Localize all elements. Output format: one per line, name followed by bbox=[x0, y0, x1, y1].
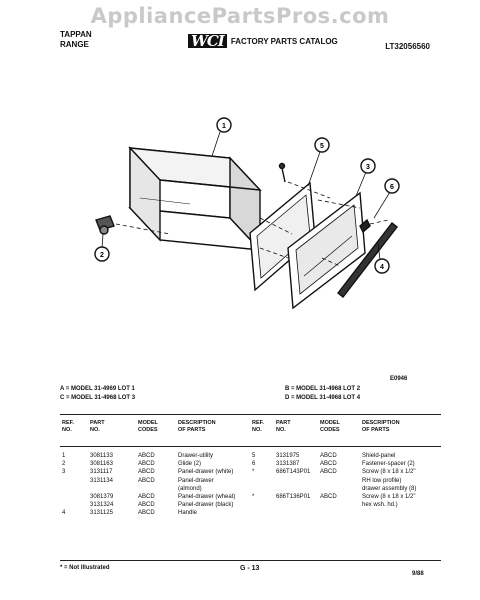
cell-part bbox=[276, 485, 320, 493]
divider-bottom bbox=[60, 560, 441, 561]
cell-ref: 4 bbox=[62, 510, 66, 517]
cell-desc: (almond) bbox=[178, 485, 202, 492]
cell-desc: RH low profile) bbox=[362, 477, 402, 484]
cell-codes: ABCD bbox=[138, 494, 155, 501]
cell-ref: 5 bbox=[252, 453, 256, 459]
revision-date: 9/88 bbox=[412, 571, 424, 577]
cell-codes: ABCD bbox=[138, 453, 155, 459]
table-row bbox=[252, 493, 442, 501]
cell-ref: 1 bbox=[62, 453, 66, 459]
cell-desc: Panel-drawer bbox=[178, 477, 214, 484]
glide-part bbox=[96, 216, 114, 234]
table-row bbox=[252, 452, 442, 460]
cell-ref: * bbox=[252, 494, 255, 501]
callout-4: 4 bbox=[380, 264, 384, 271]
right-parts-table bbox=[252, 452, 442, 509]
cell-desc: drawer assembly (8) bbox=[362, 485, 417, 492]
cell-desc: Shield-panel bbox=[362, 453, 396, 459]
product-category: RANGE bbox=[60, 40, 89, 49]
cell-part: 3131117 bbox=[90, 469, 113, 476]
cell-desc: Glide (2) bbox=[178, 461, 202, 468]
cell-codes: ABCD bbox=[320, 469, 337, 476]
cell-codes bbox=[320, 477, 362, 485]
table-row bbox=[62, 460, 248, 468]
cell-codes: ABCD bbox=[320, 494, 337, 501]
cell-part: 3131387 bbox=[276, 461, 300, 468]
drawer-utility-part bbox=[130, 148, 260, 250]
table-row bbox=[62, 468, 248, 476]
table-row bbox=[62, 501, 248, 509]
table-row bbox=[252, 477, 442, 485]
cell-part: 3131125 bbox=[90, 510, 113, 517]
cell-ref bbox=[252, 485, 276, 493]
cell-desc: Panel-drawer (white) bbox=[178, 469, 234, 476]
brand-name: TAPPAN bbox=[60, 30, 92, 39]
cell-part: 3131975 bbox=[276, 453, 300, 459]
model-b: B = MODEL 31-4968 LOT 2 bbox=[285, 386, 361, 392]
cell-codes: ABCD bbox=[320, 461, 337, 468]
callout-5: 5 bbox=[320, 143, 324, 150]
cell-part: 686T143P01 bbox=[276, 469, 311, 476]
model-c: C = MODEL 31-4968 LOT 3 bbox=[60, 395, 136, 401]
screw-part bbox=[280, 164, 286, 183]
cell-ref bbox=[252, 501, 276, 509]
cell-ref: 6 bbox=[252, 461, 256, 468]
diagram-code: E0946 bbox=[390, 376, 408, 382]
divider-header bbox=[60, 446, 441, 447]
cell-desc: Drawer-utility bbox=[178, 453, 214, 459]
catalog-number: LT32056560 bbox=[385, 42, 430, 51]
cell-codes: ABCD bbox=[138, 502, 155, 509]
callout-1: 1 bbox=[222, 123, 226, 130]
table-row bbox=[252, 501, 442, 509]
cell-part: 3081379 bbox=[90, 494, 114, 501]
table-row bbox=[62, 485, 248, 493]
table-row bbox=[62, 477, 248, 485]
right-part-header: PART NO. bbox=[276, 420, 291, 433]
cell-codes: ABCD bbox=[138, 469, 155, 476]
divider-top bbox=[60, 414, 441, 415]
left-model-header: MODEL CODES bbox=[138, 420, 158, 433]
cell-part bbox=[276, 501, 320, 509]
table-row bbox=[252, 485, 442, 493]
callout-6: 6 bbox=[390, 184, 394, 191]
left-desc-header: DESCRIPTION OF PARTS bbox=[178, 420, 216, 433]
cell-part: 3081163 bbox=[90, 461, 113, 468]
cell-part: 3131134 bbox=[90, 477, 113, 484]
cell-desc: hex wsh. hd.) bbox=[362, 502, 398, 509]
wci-logo: WCI bbox=[188, 34, 227, 48]
model-a: A = MODEL 31-4969 LOT 1 bbox=[60, 386, 135, 392]
brand-block bbox=[60, 30, 92, 50]
cell-codes: ABCD bbox=[138, 510, 155, 517]
cell-codes bbox=[320, 485, 362, 493]
table-row bbox=[62, 509, 248, 517]
watermark: AppliancePartsPros.com bbox=[90, 4, 390, 28]
cell-part: 3081133 bbox=[90, 453, 113, 459]
cell-codes: ABCD bbox=[138, 461, 155, 468]
page-number: G - 13 bbox=[240, 565, 260, 572]
cell-desc: Panel-drawer (wheat) bbox=[178, 494, 236, 501]
cell-ref: 3 bbox=[62, 469, 66, 476]
table-row bbox=[62, 452, 248, 460]
cell-ref bbox=[62, 477, 90, 485]
cell-ref bbox=[62, 485, 90, 493]
callout-3: 3 bbox=[366, 164, 370, 171]
cell-codes: ABCD bbox=[320, 453, 337, 459]
right-desc-header: DESCRIPTION OF PARTS bbox=[362, 420, 400, 433]
exploded-parts-diagram bbox=[60, 108, 440, 358]
left-part-header: PART NO. bbox=[90, 420, 105, 433]
model-d: D = MODEL 31-4968 LOT 4 bbox=[285, 395, 361, 401]
cell-part bbox=[90, 485, 138, 493]
cell-codes bbox=[138, 485, 178, 493]
cell-ref bbox=[62, 501, 90, 509]
cell-desc: Panel-drawer (black) bbox=[178, 502, 234, 509]
catalog-header bbox=[188, 34, 338, 48]
cell-part: 3131324 bbox=[90, 502, 114, 509]
right-model-header: MODEL CODES bbox=[320, 420, 340, 433]
left-ref-header: REF. NO. bbox=[62, 420, 74, 433]
cell-desc: Fastener-spacer (2) bbox=[362, 461, 415, 468]
right-ref-header: REF. NO. bbox=[252, 420, 264, 433]
cell-ref: * bbox=[252, 469, 255, 476]
model-legend bbox=[60, 385, 440, 403]
table-row bbox=[252, 460, 442, 468]
catalog-title: FACTORY PARTS CATALOG bbox=[230, 36, 338, 46]
table-row bbox=[252, 468, 442, 476]
cell-part: 686T136P01 bbox=[276, 494, 311, 501]
left-parts-table bbox=[62, 452, 248, 518]
footnote: * = Not Illustrated bbox=[60, 565, 110, 571]
cell-ref: 2 bbox=[62, 461, 66, 468]
cell-codes: ABCD bbox=[138, 477, 155, 484]
cell-desc: Screw (8 x 18 x 1/2" bbox=[362, 469, 416, 476]
cell-desc: Screw (8 x 18 x 1/2" bbox=[362, 494, 416, 501]
cell-ref bbox=[252, 477, 276, 485]
cell-ref bbox=[62, 493, 90, 501]
callout-2: 2 bbox=[100, 252, 104, 259]
cell-desc: Handle bbox=[178, 510, 198, 517]
cell-codes bbox=[320, 501, 362, 509]
table-row bbox=[62, 493, 248, 501]
cell-part bbox=[276, 477, 320, 485]
